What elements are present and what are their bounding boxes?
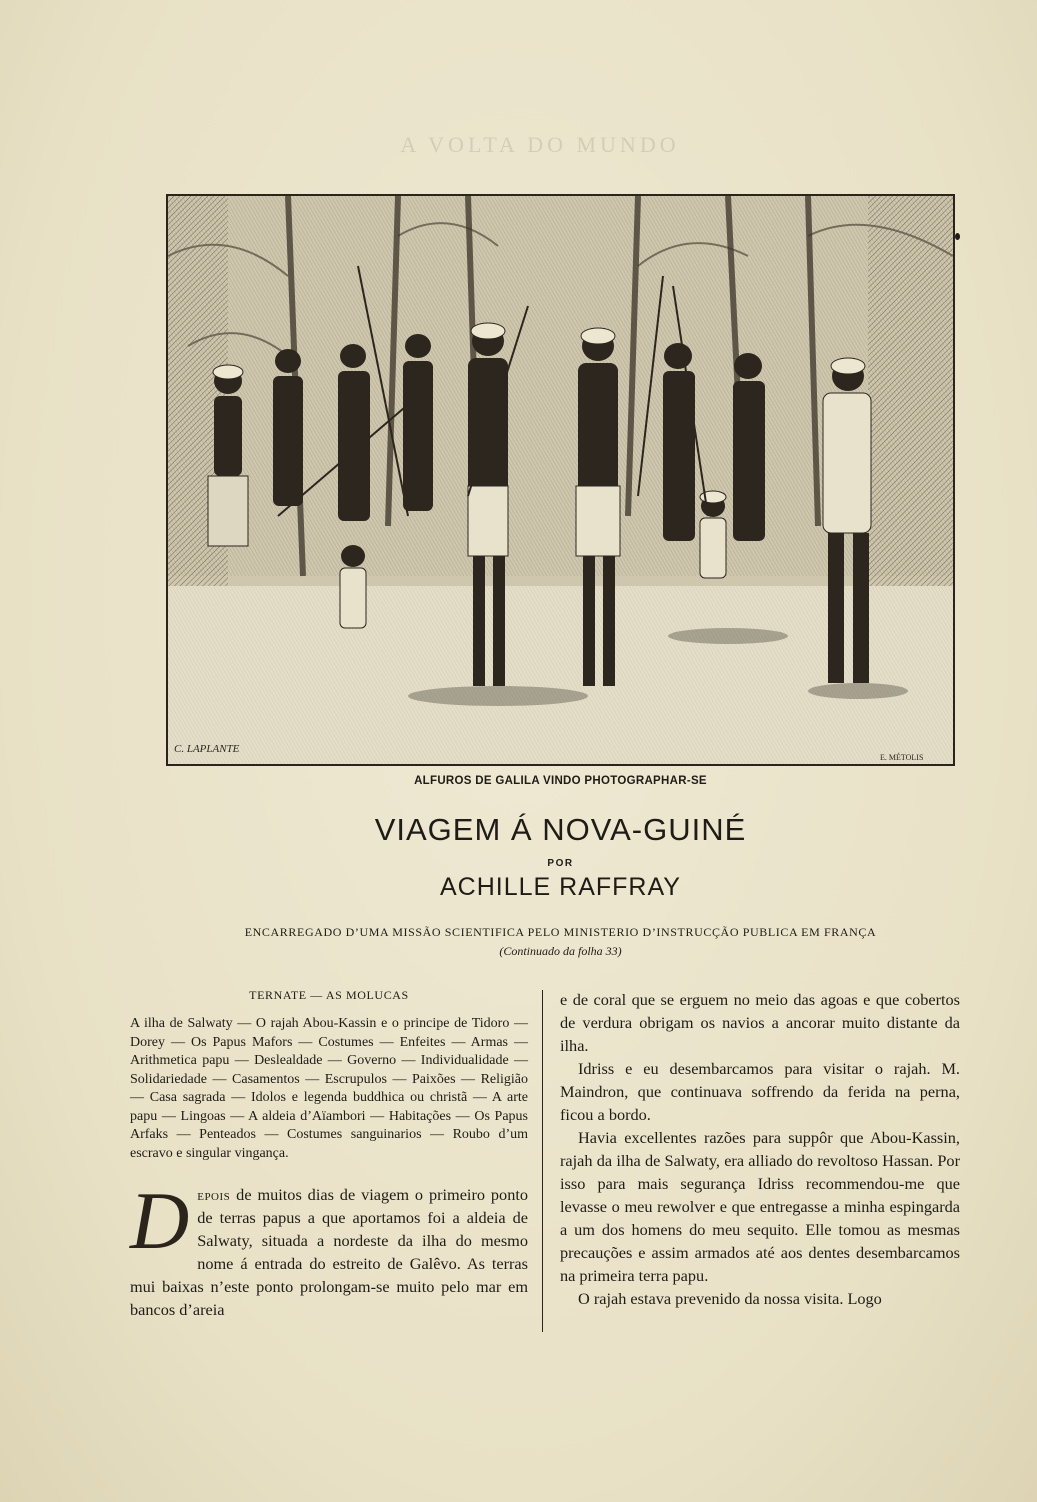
paragraph: e de coral que se erguem no meio das agoas e que cobertos de verdura obrigam os navios a ancorar muito distante da ilha.	[560, 990, 960, 1055]
author-mission: ENCARREGADO D’UMA MISSÃO SCIENTIFICA PELO MINISTERIO D’INSTRUCÇÃO PUBLICA EM FRANÇA	[244, 925, 877, 939]
continued-text: (Continuado da folha 33)	[499, 944, 622, 958]
paragraph: Havia excellentes razões para suppôr que Abou-Kassin, rajah da ilha de Salwaty, era alliado do revoltoso Hassan. Por isso para mais segurança Idriss recommendou-me que levasse o meu rewolver e que entregasse a minha espingarda a um dos homens do meu sequito. Elle tomou as mesmas precauções e assim armados até aos dentes desembarcamos na primeira terra papu.	[560, 1128, 960, 1285]
bleed-through-header: A VOLTA DO MUNDO	[400, 132, 680, 157]
column-left	[130, 988, 528, 1321]
paragraph: Idriss e eu desembarcamos para visitar o rajah. M. Maindron, que continuava soffrendo da ferida na perna, ficou a bordo.	[560, 1059, 960, 1124]
column-divider	[542, 990, 543, 1332]
illustration-caption: ALFUROS DE GALILA VINDO PHOTOGRAPHAR-SE	[414, 775, 707, 787]
chapter-summary: A ilha de Salwaty — O rajah Abou-Kassin e o principe de Tidoro — Dorey — Os Papus Mafors — Costumes — Enfeites — Armas — Arithmetica papu — Deslealdade — Governo — Individualidade — Solidariedade — Casamentos — Escrupulos — Paixões — Religião — Casa sagrada — Idolos e legenda buddhica ou christã — A arte papu — Lingoas — A aldeia d’Aïambori — Habitações — Os Papus Arfaks — Penteados — Costumes sanguinarios — Roubo d’um escravo e singular vingança.	[130, 1016, 528, 1161]
byline-por: POR	[547, 858, 574, 869]
article-title: VIAGEM Á NOVA-GUINÉ	[374, 812, 747, 847]
column-right	[560, 988, 960, 1310]
paragraph: O rajah estava prevenido da nossa visita. Logo	[578, 1289, 882, 1308]
drop-cap: D	[130, 1175, 190, 1266]
opening-text: de muitos dias de viagem o primeiro ponto de terras papus a que aportamos foi a aldeia de Salwaty, situada a nordeste da ilha do mesmo nome á entrada do estreito de Galêvo. As terras mui baixas n’este ponto prolongam-se muito pelo mar em bancos d’areia	[130, 1185, 528, 1319]
opening-smallcaps: epois	[197, 1185, 231, 1204]
opening-paragraph	[130, 1175, 528, 1321]
section-heading: TERNATE — AS MOLUCAS	[249, 988, 409, 1002]
continued-note	[166, 944, 955, 959]
engraving-svg	[168, 196, 953, 764]
ink-spot	[955, 233, 960, 240]
engraver-signature-left: C. LAPLANTE	[174, 743, 240, 755]
engraver-signature-right: E. MÉTOLIS	[880, 753, 924, 762]
author-name: ACHILLE RAFFRAY	[440, 873, 681, 901]
engraving-illustration	[166, 194, 955, 766]
